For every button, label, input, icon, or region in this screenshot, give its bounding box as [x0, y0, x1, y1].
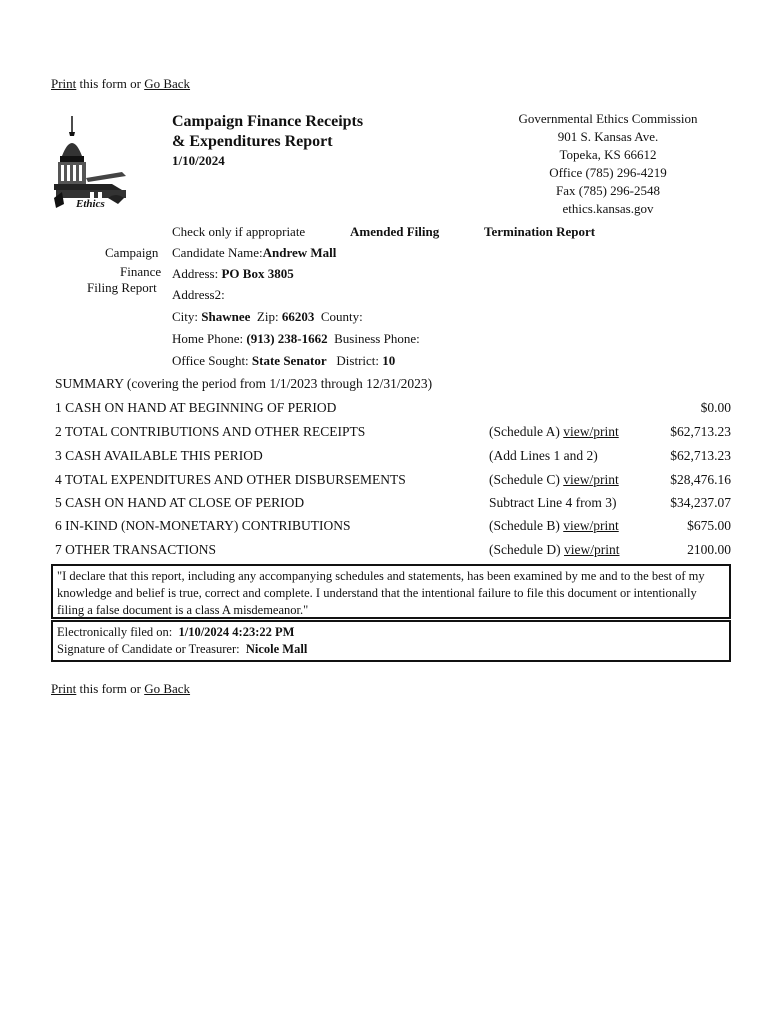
- schedule-a-view-print-link[interactable]: view/print: [563, 424, 619, 439]
- address-label: Address:: [172, 266, 219, 281]
- summary-heading: SUMMARY (covering the period from 1/1/2023 through 12/31/2023): [55, 376, 433, 391]
- side-label-campaign: Campaign: [105, 245, 159, 260]
- filed-on-value: 1/10/2024 4:23:22 PM: [178, 625, 295, 639]
- declaration-text: "I declare that this report, including any accompanying schedules and statements, has been examined by me and to the best of my knowledge and belief is true, correct and complete. I understand that the intentional failure to file this document or intentionally filing a false document is a class A misdemeanor.": [57, 569, 705, 617]
- go-back-link-bottom[interactable]: Go Back: [144, 681, 191, 696]
- logo-label: Ethics: [76, 198, 105, 210]
- summary-row-label: 2 TOTAL CONTRIBUTIONS AND OTHER RECEIPTS: [55, 424, 366, 439]
- district-value: 10: [382, 353, 396, 368]
- report-title-line1: Campaign Finance Receipts: [172, 113, 364, 130]
- commission-name: Governmental Ethics Commission: [518, 111, 698, 126]
- top-nav: [51, 76, 190, 92]
- summary-row-label: 7 OTHER TRANSACTIONS: [55, 542, 217, 557]
- summary-row-amount: $34,237.07: [670, 495, 731, 510]
- signer-label: Signature of Candidate or Treasurer:: [57, 642, 240, 656]
- commission-fax: Fax (785) 296-2548: [556, 183, 660, 198]
- address-value: PO Box 3805: [221, 266, 294, 281]
- check-label: Check only if appropriate: [172, 224, 306, 239]
- amended-filing: Amended Filing: [350, 224, 440, 239]
- summary-row-label: 4 TOTAL EXPENDITURES AND OTHER DISBURSEMENTS: [55, 472, 406, 487]
- candidate-name-label: Candidate Name:: [172, 245, 263, 260]
- address2-row: [172, 287, 225, 303]
- county-label: County:: [320, 309, 363, 324]
- schedule-b-view-print-link[interactable]: view/print: [563, 518, 619, 533]
- nav-text-bottom: this form or: [76, 681, 145, 696]
- office-sought-label: Office Sought:: [172, 353, 249, 368]
- office-row: [172, 353, 395, 369]
- commission-street: 901 S. Kansas Ave.: [557, 129, 659, 144]
- signer-value: Nicole Mall: [245, 642, 308, 656]
- summary-row-schedule: [489, 472, 619, 488]
- report-date: 1/10/2024: [172, 153, 225, 168]
- city-row: [172, 309, 363, 325]
- commission-block: [483, 110, 733, 218]
- summary-row-label: 5 CASH ON HAND AT CLOSE OF PERIOD: [55, 495, 305, 510]
- ethics-logo: [52, 112, 134, 214]
- summary-row-amount: $28,476.16: [670, 472, 731, 487]
- summary-row-label: 6 IN-KIND (NON-MONETARY) CONTRIBUTIONS: [55, 518, 351, 533]
- summary-row-schedule: (Add Lines 1 and 2): [489, 448, 598, 463]
- summary-row-label: 1 CASH ON HAND AT BEGINNING OF PERIOD: [55, 400, 337, 415]
- commission-web: ethics.kansas.gov: [562, 201, 654, 216]
- office-sought-value: State Senator: [251, 353, 327, 368]
- summary-row-schedule: [489, 542, 619, 558]
- city-value: Shawnee: [201, 309, 251, 324]
- summary-row-schedule: [489, 518, 619, 534]
- filed-on-label: Electronically filed on:: [57, 625, 173, 639]
- phone-row: [172, 331, 420, 347]
- commission-office-phone: Office (785) 296-4219: [549, 165, 667, 180]
- go-back-link-top[interactable]: Go Back: [144, 76, 191, 91]
- schedule-d-view-print-link[interactable]: view/print: [563, 542, 620, 557]
- home-phone-value: (913) 238-1662: [246, 331, 328, 346]
- schedule-text: (Schedule C): [489, 472, 564, 487]
- business-phone-label: Business Phone:: [334, 331, 420, 346]
- summary-row-amount: $675.00: [687, 518, 731, 533]
- signature-box: [51, 620, 731, 662]
- termination-report: Termination Report: [484, 224, 596, 239]
- schedule-text: (Schedule A): [489, 424, 564, 439]
- summary-row-schedule: [489, 424, 619, 440]
- summary-row-amount: $62,713.23: [670, 448, 731, 463]
- declaration-box: [51, 564, 731, 619]
- summary-row-label: 3 CASH AVAILABLE THIS PERIOD: [55, 448, 263, 463]
- address2-label: Address2:: [172, 287, 225, 302]
- candidate-name-row: [172, 245, 336, 261]
- summary-row-amount: $0.00: [700, 400, 731, 415]
- candidate-name-value: Andrew Mall: [262, 245, 337, 260]
- print-link-top[interactable]: Print: [51, 76, 77, 91]
- schedule-text: (Schedule D): [489, 542, 564, 557]
- home-phone-label: Home Phone:: [172, 331, 244, 346]
- report-title-line2: & Expenditures Report: [172, 133, 333, 150]
- schedule-text: (Schedule B): [489, 518, 564, 533]
- city-label: City:: [172, 309, 199, 324]
- address-row: [172, 266, 294, 282]
- summary-row-amount: 2100.00: [687, 542, 731, 557]
- district-label: District:: [336, 353, 380, 368]
- filed-on-row: [57, 624, 725, 641]
- zip-label: Zip:: [256, 309, 279, 324]
- signer-row: [57, 641, 725, 658]
- summary-row-amount: $62,713.23: [670, 424, 731, 439]
- commission-city: Topeka, KS 66612: [559, 147, 657, 162]
- side-label-filing-report: Filing Report: [87, 280, 157, 295]
- schedule-c-view-print-link[interactable]: view/print: [563, 472, 619, 487]
- summary-row-schedule: Subtract Line 4 from 3): [489, 495, 617, 510]
- bottom-nav: [51, 681, 190, 697]
- print-link-bottom[interactable]: Print: [51, 681, 77, 696]
- side-label-finance: Finance: [120, 264, 162, 279]
- nav-text-top: this form or: [76, 76, 145, 91]
- zip-value: 66203: [281, 309, 315, 324]
